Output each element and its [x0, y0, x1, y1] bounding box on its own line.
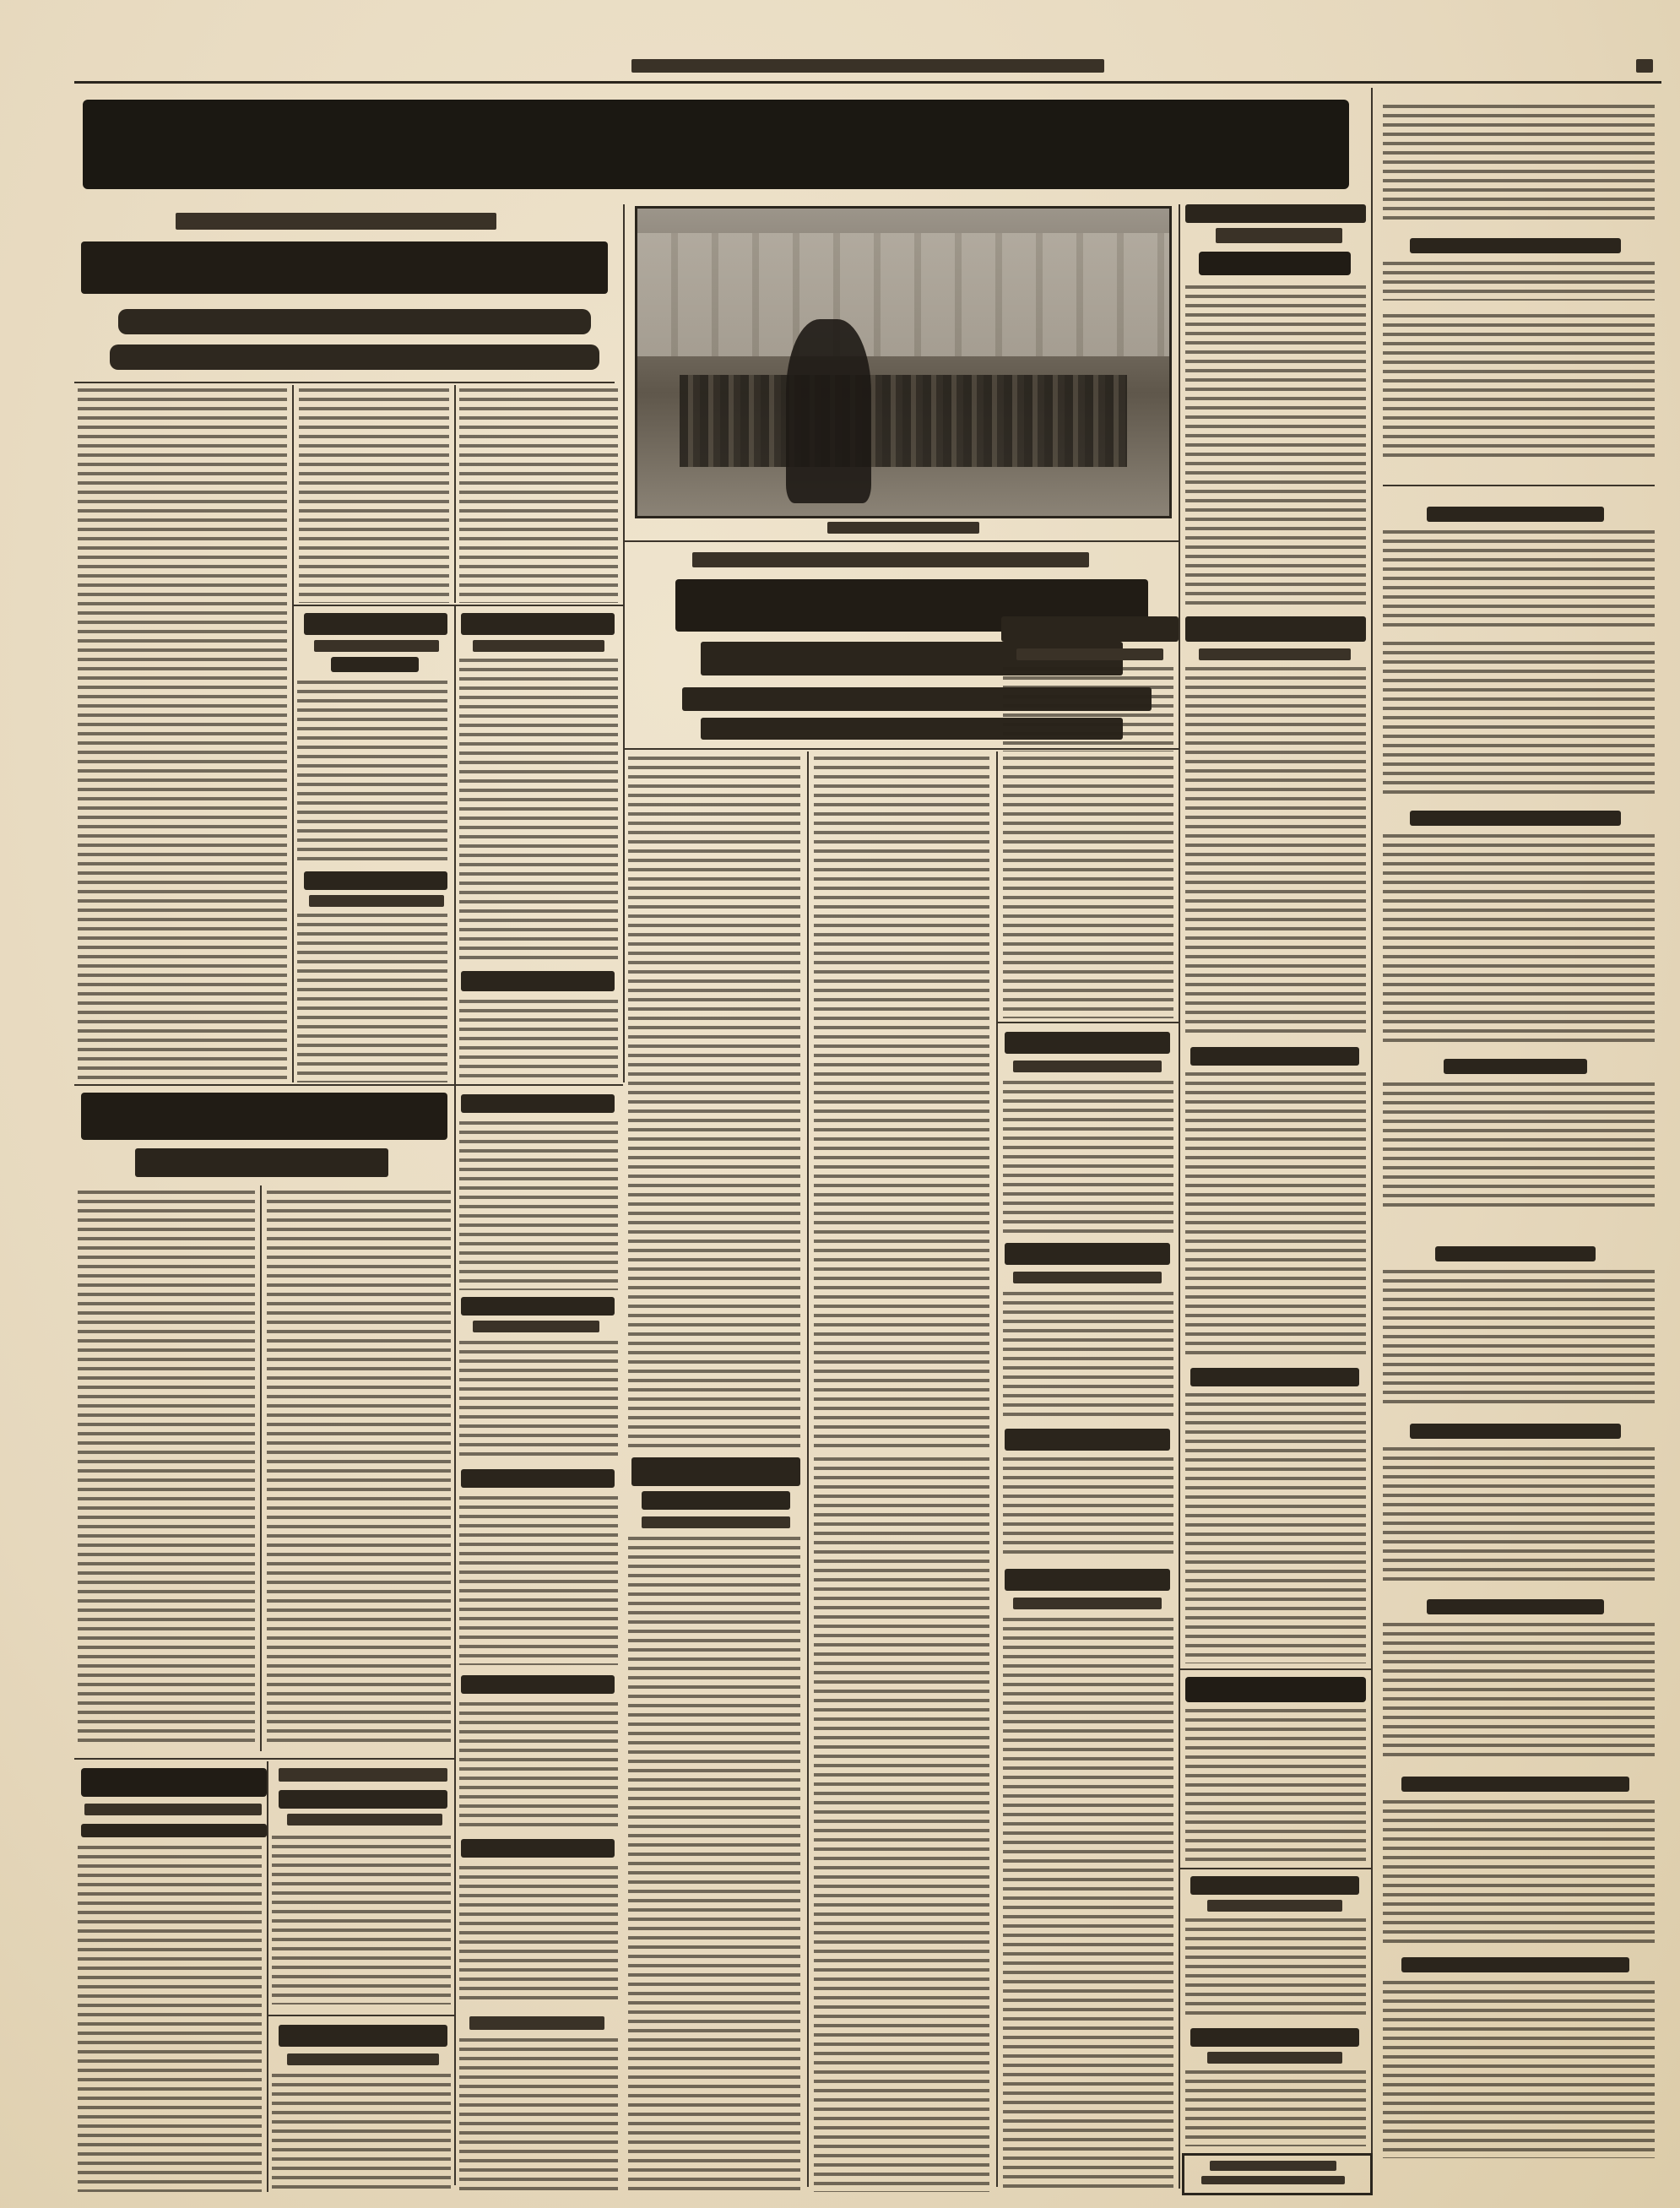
story-subheadline-placeholder	[118, 309, 591, 334]
photo-caption-placeholder	[827, 522, 979, 534]
right-notices-column	[1376, 88, 1661, 2190]
running-header-placeholder	[631, 59, 1104, 73]
story-headline-placeholder	[81, 241, 608, 294]
story-col2-placeholder	[299, 388, 449, 603]
page-number-placeholder	[1636, 59, 1653, 73]
bruxelles-headline-placeholder	[81, 1093, 447, 1140]
story-subheadline2-placeholder	[110, 344, 599, 370]
story-col3-placeholder	[459, 388, 618, 603]
running-header	[74, 52, 1661, 81]
header-rule	[74, 81, 1661, 84]
footer-box	[1182, 2153, 1373, 2195]
story-col1-placeholder	[78, 388, 287, 1081]
main-headline-placeholder	[74, 88, 1371, 214]
section-kicker-placeholder	[74, 204, 615, 238]
photo-placeholder	[635, 206, 1172, 518]
